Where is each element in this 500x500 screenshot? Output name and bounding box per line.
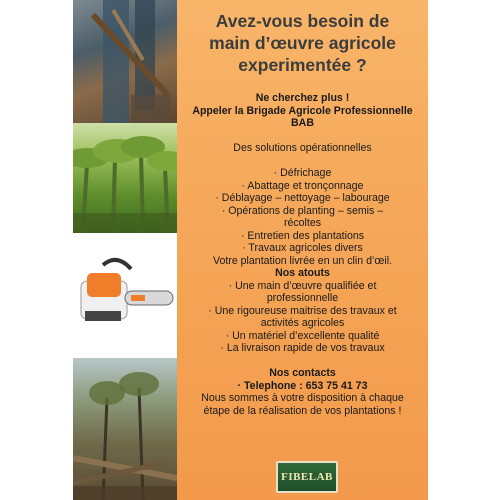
flyer-line: BAB bbox=[291, 117, 314, 129]
flyer-line: · Opérations de planting – semis – bbox=[221, 204, 384, 217]
flyer-line: · Défrichage bbox=[273, 167, 332, 179]
chainsaw-photo bbox=[73, 233, 177, 358]
flyer bbox=[73, 0, 428, 500]
flyer-text bbox=[177, 0, 428, 500]
flyer-title bbox=[177, 10, 428, 76]
flyer-line: Des solutions opérationnelles bbox=[233, 142, 372, 154]
flyer-line: Nous sommes à votre disposition à chaque bbox=[201, 392, 404, 404]
flyer-line: étape de la réalisation de vos plantations ! bbox=[203, 404, 402, 417]
flyer-line: · La livraison rapide de vos travaux bbox=[220, 342, 385, 354]
title-line: experimentée ? bbox=[238, 55, 367, 75]
banana-plantation-photo bbox=[73, 123, 177, 233]
flyer-line: Ne cherchez plus ! bbox=[255, 92, 350, 104]
flyer-line: Appeler la Brigade Agricole Professionnelle bbox=[192, 104, 413, 117]
worker-photo bbox=[73, 0, 177, 123]
field-clearing-photo bbox=[73, 358, 177, 500]
flyer-line: récoltes bbox=[283, 217, 322, 229]
flyer-line: · Abattage et tronçonnage bbox=[241, 179, 364, 192]
photo-column bbox=[73, 0, 177, 500]
flyer-line: Nos contacts bbox=[269, 367, 336, 379]
title-line: Avez-vous besoin de bbox=[215, 11, 390, 31]
flyer-line: · Telephone : 653 75 41 73 bbox=[237, 379, 368, 392]
flyer-line: Nos atouts bbox=[275, 267, 330, 279]
flyer-line: · Un matériel d’excellente qualité bbox=[225, 329, 380, 342]
flyer-line: activités agricoles bbox=[260, 317, 345, 329]
flyer-line: · Travaux agricoles divers bbox=[242, 242, 363, 254]
flyer-line: · Une main d’œuvre qualifiée et bbox=[228, 279, 377, 292]
flyer-line: · Entretien des plantations bbox=[240, 229, 365, 242]
flyer-line: · Déblayage – nettoyage – labourage bbox=[215, 192, 390, 204]
flyer-line: · Une rigoureuse maitrise des travaux et bbox=[208, 304, 397, 317]
flyer-line: Votre plantation livrée en un clin d’œil. bbox=[212, 254, 392, 267]
fibelab-logo: FIBELAB bbox=[276, 461, 338, 493]
flyer-line: professionnelle bbox=[266, 292, 339, 304]
title-line: main d’œuvre agricole bbox=[209, 33, 396, 53]
